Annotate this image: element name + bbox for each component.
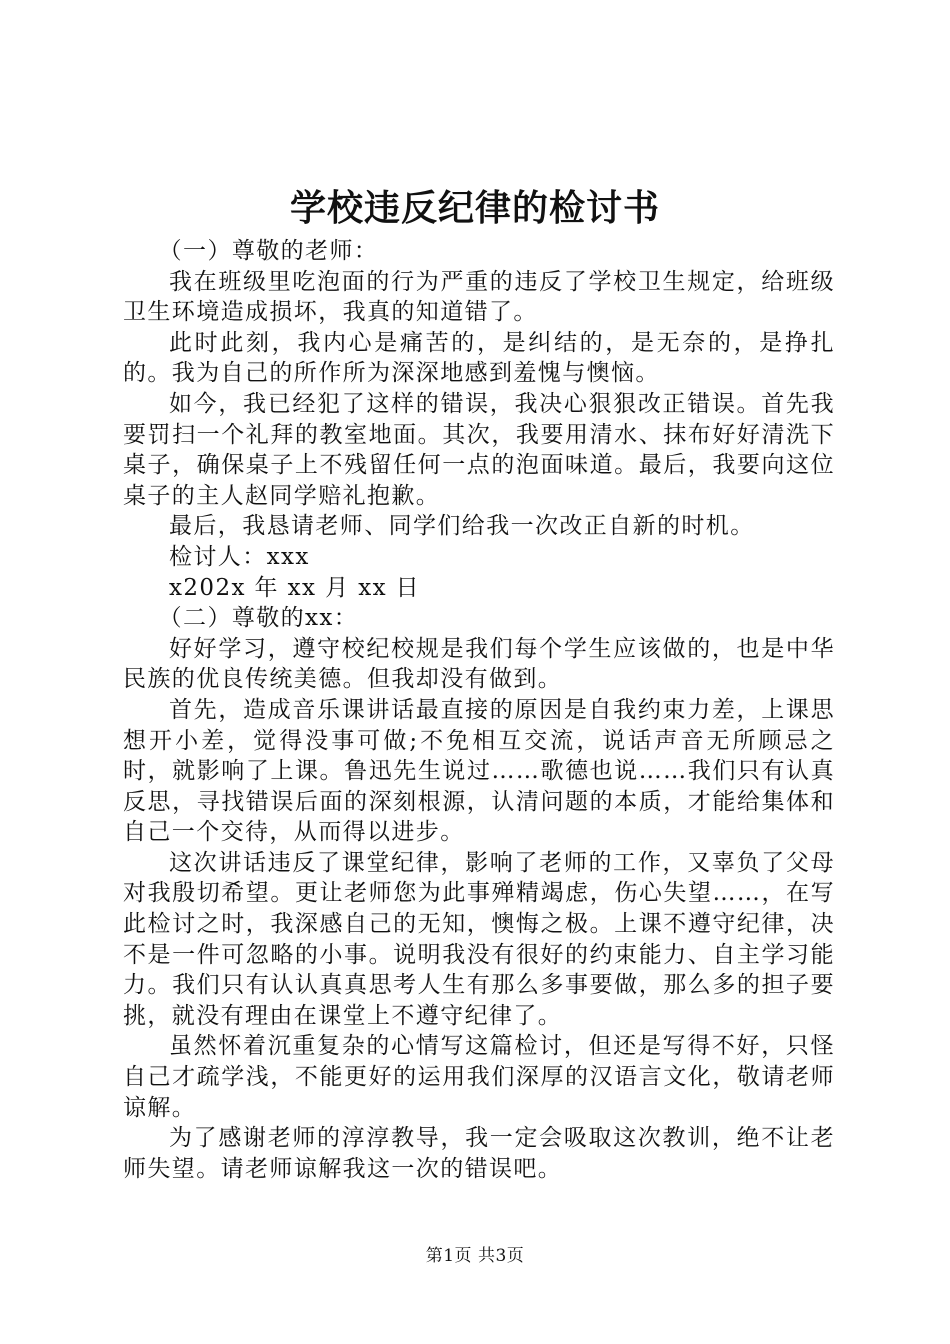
section-two-greeting: （二）尊敬的xx： [158, 605, 359, 632]
document-title: 学校违反纪律的检讨书 [289, 187, 660, 229]
paragraph: 此时此刻，我内心是痛苦的，是纠结的，是无奈的，是挣扎的。我为自己的所作所为深深地感到羞愧与懊恼。 [123, 329, 835, 387]
paragraph: 我在班级里吃泡面的行为严重的违反了学校卫生规定，给班级卫生环境造成损坏，我真的知道错了。 [123, 268, 835, 326]
paragraph: 虽然怀着沉重复杂的心情写这篇检讨，但还是写得不好，只怪自己才疏学浅，不能更好的运用我们深厚的汉语言文化，敬请老师谅解。 [123, 1033, 835, 1121]
section-one-greeting: （一）尊敬的老师： [158, 238, 379, 264]
date-line: x202x 年 xx 月 xx 日 [169, 574, 421, 601]
document-body [123, 236, 835, 1184]
signature-line: 检讨人：xxx [169, 543, 310, 570]
paragraph: 首先，造成音乐课讲话最直接的原因是自我约束力差，上课思想开小差，觉得没事可做;不免相互交流，说话声音无所顾忌之时，就影响了上课。鲁迅先生说过……歌德也说……我们只有认真反思，寻找错误后面的深刻根源，认清问题的本质，才能给集体和自己一个交待，从而得以进步。 [123, 696, 835, 846]
paragraph: 为了感谢老师的淳淳教导，我一定会吸取这次教训，绝不让老师失望。请老师谅解我这一次的错误吧。 [123, 1125, 835, 1182]
paragraph: 如今，我已经犯了这样的错误，我决心狠狠改正错误。首先我要罚扫一个礼拜的教室地面。其次，我要用清水、抹布好好清洗下桌子，确保桌子上不残留任何一点的泡面味道。最后，我要向这位桌子的主人赵同学赔礼抱歉。 [123, 390, 835, 509]
paragraph: 这次讲话违反了课堂纪律，影响了老师的工作，又辜负了父母对我殷切希望。更让老师您为此事殚精竭虑，伤心失望……，在写此检讨之时，我深感自己的无知，懊悔之极。上课不遵守纪律，决不是一件可忽略的小事。说明我没有很好的约束能力、自主学习能力。我们只有认认真真思考人生有那么多事要做，那么多的担子要挑，就没有理由在课堂上不遵守纪律了。 [123, 849, 835, 1029]
page-number-footer: 第1页 共3页 [425, 1246, 525, 1266]
paragraph: 好好学习，遵守校纪校规是我们每个学生应该做的，也是中华民族的优良传统美德。但我却没有做到。 [123, 635, 835, 693]
paragraph: 最后，我恳请老师、同学们给我一次改正自新的时机。 [169, 513, 755, 540]
